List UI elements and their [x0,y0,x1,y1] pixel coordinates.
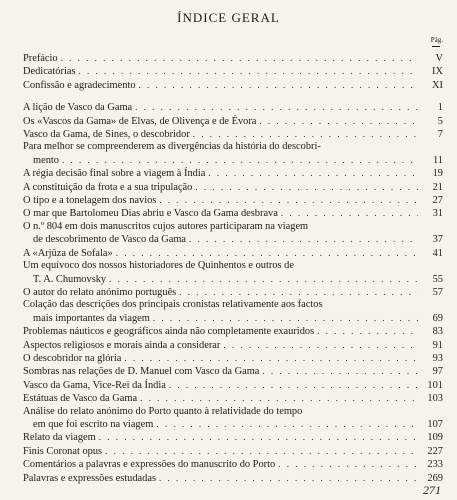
toc-entry-page: XI [432,79,443,91]
page-number: 271 [423,483,441,497]
toc-entry[interactable] [23,286,443,299]
toc-entry-title: Um equívoco dos nossos historiadores de Quinhentos e outros de [23,260,294,272]
toc-entry-page: 55 [432,273,443,285]
dot-leader [262,365,418,377]
dot-leader [156,418,418,430]
toc-entry-page: 11 [432,154,443,166]
toc-entry-title: O autor do relato anónimo português [23,286,177,298]
dot-leader [193,128,418,140]
dot-leader [140,392,418,404]
toc-entry[interactable] [23,299,443,325]
toc-entry[interactable] [23,458,443,471]
toc-entry-title: Relato da viagem [23,432,96,444]
toc-entry[interactable] [23,247,443,260]
toc-entry-title: mais importantes da viagem [33,312,150,324]
toc-entry-title: Vasco da Gama, de Sines, o descobridor [23,129,190,141]
dot-leader [153,312,418,324]
toc-entry-page: 57 [432,286,443,298]
toc-entry-page: 1 [437,102,443,114]
toc-entry-title: Palavras e expressões estudadas [23,472,157,484]
toc-entry-title: Vasco da Gama, Vice-Rei da Índia [23,379,166,391]
page-column-rule [432,46,440,47]
dot-leader [124,352,418,364]
dot-leader [99,431,418,443]
toc-entry[interactable] [23,167,443,180]
dot-leader [139,79,418,91]
dot-leader [317,325,418,337]
toc-entry[interactable] [23,339,443,352]
toc-entry[interactable] [23,141,443,167]
toc-entry-page: 83 [432,326,443,338]
toc-entry-page: 27 [432,195,443,207]
toc-entry-page: 31 [432,208,443,220]
toc-entry-title: Dedicatórias [23,66,76,78]
toc-entry[interactable] [23,352,443,365]
toc-entry-title: A régia decisão final sobre a viagem à Índia [23,168,206,180]
toc-entry-title: O n.º 804 em dois manuscritos cujos autores participaram na viagem [23,220,309,232]
dot-leader [159,472,418,484]
toc-entry-page: IX [432,66,443,78]
dot-leader [223,339,418,351]
dot-leader [135,101,418,113]
toc-entry[interactable] [23,194,443,207]
toc-entry-title: Para melhor se compreenderem as divergências da história do descobri- [23,141,321,153]
toc-entry[interactable] [23,472,443,485]
toc-entry[interactable] [23,260,443,286]
dot-leader [62,154,418,166]
page-column-label: Pág. [430,36,443,44]
dot-leader [278,458,418,470]
toc-entry-page: 5 [437,115,443,127]
toc-entry[interactable] [23,406,443,432]
toc-entry-title: Problemas náuticos e geográficos ainda não completamente exauridos [23,326,315,338]
toc-entry[interactable] [23,392,443,405]
toc-entry[interactable] [23,79,443,92]
toc-entry-page: 21 [432,181,443,193]
toc-entry-page: 91 [432,339,443,351]
toc-entry-title: de descobrimento de Vasco da Gama [33,234,187,246]
toc-entry-title: O descobridor na glória [23,352,122,364]
section-gap [23,92,443,101]
toc-entry-page: 269 [427,472,443,484]
dot-leader [281,207,418,219]
toc-entry[interactable] [23,128,443,141]
toc-entry-page: 19 [432,168,443,180]
toc-entry-title: Colação das descrições dos principais cronistas relativamente aos factos [23,299,323,311]
toc-entry-page: 103 [427,393,443,405]
toc-entry-title: Confissão e agradecimento [23,79,136,91]
toc-entry[interactable] [23,115,443,128]
dot-leader [169,379,418,391]
toc-entry[interactable] [23,65,443,78]
toc-entry[interactable] [23,101,443,114]
toc-entry-page: 69 [432,312,443,324]
toc-entry-title: mento [33,154,59,166]
toc-entry-page: 37 [432,234,443,246]
toc-entry-title: T. A. Chumovsky [33,273,107,285]
toc-entry-page: 93 [432,352,443,364]
toc-entry[interactable] [23,445,443,458]
toc-entry-title: Finis Coronat opus [23,445,103,457]
toc-entry-page: 7 [437,129,443,141]
dot-leader [179,286,418,298]
dot-leader [159,194,418,206]
toc-entry-page: 97 [432,366,443,378]
toc-entry-title: Análise do relato anónimo do Porto quanto à relatividade do tempo [23,405,303,417]
toc-entry-title: Comentários a palavras e expressões do manuscrito do Porto [23,459,276,471]
toc-entry[interactable] [23,431,443,444]
toc-entry-page: 109 [427,432,443,444]
toc-entry[interactable] [23,52,443,65]
dot-leader [259,115,418,127]
dot-leader [208,167,418,179]
toc-entry-title: O mar que Bartolomeu Dias abriu e Vasco da Gama desbrava [23,208,278,220]
dot-leader [109,273,418,285]
toc-entry-title: Aspectos religiosos e morais ainda a considerar [23,339,221,351]
toc-entry-title: A «Arjûza de Sofala» [23,247,113,259]
toc-entry[interactable] [23,325,443,338]
dot-leader [79,65,418,77]
toc-entry[interactable] [23,221,443,247]
dot-leader [195,181,418,193]
toc-entry-title: Estátuas de Vasco da Gama [23,393,138,405]
toc-entry-title: Sombras nas relações de D. Manuel com Vasco da Gama [23,366,260,378]
toc-entry[interactable] [23,181,443,194]
toc-entry-title: A constituição da frota e a sua tripulação [23,181,193,193]
toc-entry-page: 101 [427,379,443,391]
dot-leader [105,445,418,457]
dot-leader [61,52,418,64]
toc-entry-page: 233 [427,459,443,471]
toc-entry-title: Os «Vascos da Gama» de Elvas, de Olivença e de Évora [23,115,257,127]
toc-entry-title: Prefácio [23,53,58,64]
dot-leader [189,233,418,245]
page-title: ÍNDICE GERAL [177,10,280,25]
toc-entry-page: 107 [427,418,443,430]
toc-entry-page: 227 [427,445,443,457]
toc-entry-page: V [435,53,443,64]
table-of-contents [23,52,443,485]
toc-entry-title: A lição de Vasco da Gama [23,102,133,114]
toc-entry-page: 41 [432,247,443,259]
toc-entry-title: em que foi escrito na viagem [33,418,154,430]
toc-entry[interactable] [23,207,443,220]
dot-leader [116,247,418,259]
toc-entry[interactable] [23,379,443,392]
toc-entry-title: O tipo e a tonelagem dos navios [23,195,157,207]
toc-entry[interactable] [23,365,443,378]
